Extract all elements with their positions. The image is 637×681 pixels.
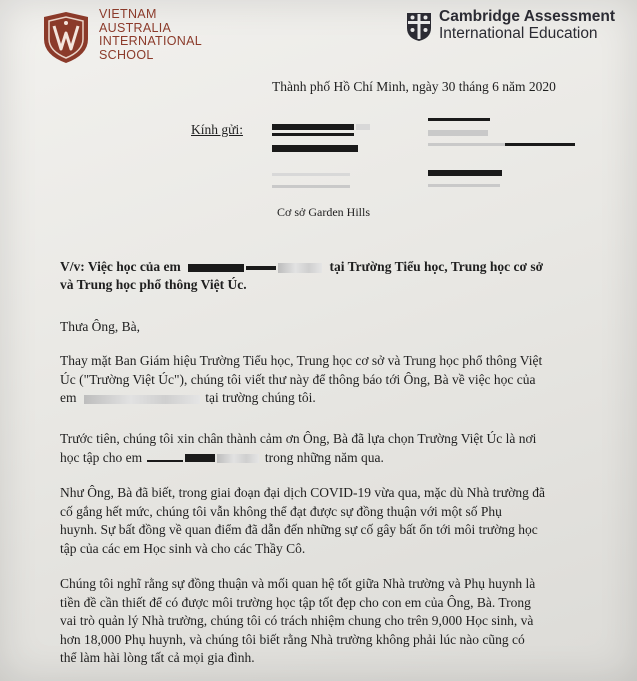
redaction-bar [428,170,502,176]
subject-suffix: tại Trường Tiểu học, Trung học cơ sở [329,259,544,274]
school-name-line-1: VIETNAM [99,7,157,21]
redaction-bar [272,124,354,130]
subject-prefix: V/v: Việc học của em [60,259,181,274]
paragraph-4-line-2: tiền đề cần thiết để có được môi trường học tập tốt đẹp cho con em của Ông, Bà. Trong [60,594,531,610]
school-name-line-2: AUSTRALIA [99,20,172,35]
subject-line-2: và Trung học phổ thông Việt Úc. [60,277,247,292]
greeting: Thưa Ông, Bà, [60,319,141,334]
school-name-line-4: SCHOOL [99,47,154,62]
vas-crest-icon [38,9,94,65]
paragraph-1 [60,352,600,408]
paragraph-1-line-3a: em [60,390,77,405]
paragraph-2-line-2b: trong những năm qua. [264,449,384,465]
cambridge-shield-icon [406,12,432,42]
paragraph-2 [60,430,600,467]
redaction-bar [272,173,350,176]
paragraph-3-line-2: cố gắng hết mức, chúng tôi vẫn không thể đạt được sự đồng thuận với một số Phụ [60,503,502,519]
redaction-bar [356,124,370,130]
paragraph-2-line-1: Trước tiên, chúng tôi xin chân thành cảm ơn Ông, Bà đã lựa chọn Trường Việt Úc là nơi [60,431,537,446]
redacted-student-name [184,263,326,273]
paragraph-1-line-1: Thay mặt Ban Giám hiệu Trường Tiểu học, Trung học cơ sở và Trung học phổ thông Việt [60,353,543,368]
letterhead [0,0,637,80]
paragraph-4-line-1: Chúng tôi nghĩ rằng sự đồng thuận và mối quan hệ tốt giữa Nhà trường và Phụ huynh là [60,576,536,591]
school-name [99,8,202,62]
paragraph-4-line-4: hơn 18,000 Phụ huynh, và chúng tôi biết rằng Nhà trường không phải lúc nào cũng có [60,631,525,647]
campus-name: Cơ sở Garden Hills [277,205,371,219]
redaction-bar [428,130,488,136]
paragraph-4 [60,575,600,668]
cambridge-line-1: Cambridge Assessment [439,8,616,25]
paragraph-2-line-2a: học tập cho em [60,449,143,465]
subject-block [60,258,600,294]
redaction-bar [428,184,500,187]
redaction-bar [505,143,575,146]
paragraph-3 [60,484,600,558]
paragraph-1-line-3b: tại trường chúng tôi. [205,390,316,405]
redaction-bar [272,133,354,136]
paragraph-4-line-5: thể làm hài lòng tất cả mọi gia đình. [60,650,255,665]
cambridge-line-2: International Education [439,25,598,42]
paragraph-3-line-3: huynh. Sự bất đồng về quan điểm đã dẫn đến những sự cố gây bất ổn tới môi trường học [60,522,538,537]
school-name-line-3: INTERNATIONAL [99,34,202,48]
redaction-bar [272,145,358,152]
redacted-student-name [145,454,261,462]
paragraph-3-line-1: Như Ông, Bà đã biết, trong giai đoạn đại dịch COVID-19 vừa qua, mặc dù Nhà trường đã [60,485,545,500]
redacted-student-name [80,395,202,403]
paragraph-3-line-4: tập của các em Học sinh và cho các Thầy Cô. [60,540,306,556]
paragraph-4-line-3: vai trò quản lý Nhà trường, chúng tôi có trách nhiệm chung cho trên 9,000 Học sinh, và [60,613,534,628]
redaction-bar [272,185,350,188]
redaction-bar [428,118,490,121]
recipient-label: Kính gửi: [191,122,243,137]
paragraph-1-line-2: Úc ("Trường Việt Úc"), chúng tôi viết thư này để thông báo tới Ông, Bà về việc học của [60,371,536,387]
cambridge-name [439,8,615,42]
letter-date: Thành phố Hồ Chí Minh, ngày 30 tháng 6 năm 2020 [272,79,556,94]
